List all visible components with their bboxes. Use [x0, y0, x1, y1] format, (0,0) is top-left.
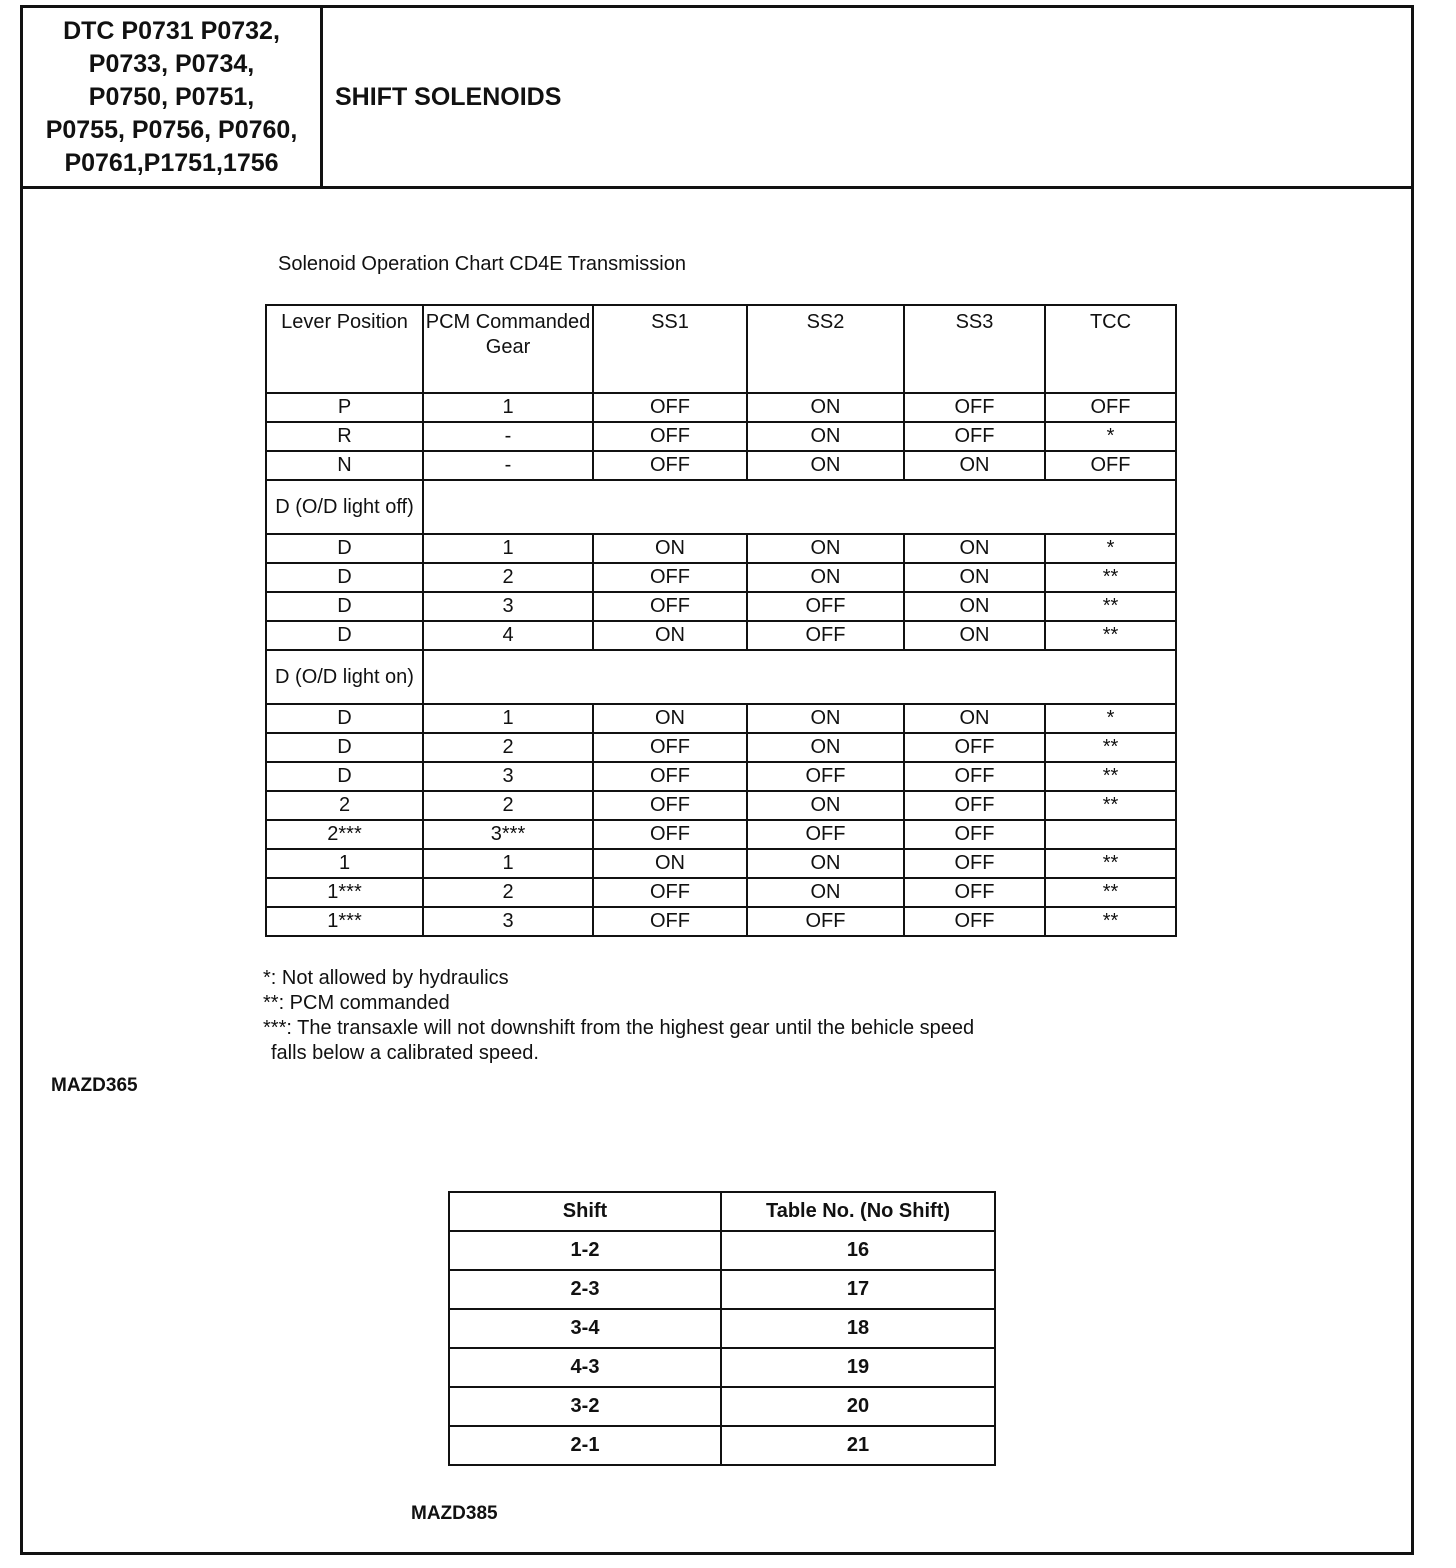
- table-cell: 19: [721, 1348, 995, 1387]
- table-cell: 2-3: [449, 1270, 721, 1309]
- table-cell: OFF: [747, 592, 904, 621]
- table-cell: OFF: [593, 733, 747, 762]
- table-cell: 1: [423, 704, 593, 733]
- table-cell: OFF: [904, 422, 1045, 451]
- dtc-line: P0750, P0751,: [88, 82, 255, 111]
- table-row: [266, 762, 1176, 791]
- col-header: SS1: [593, 305, 747, 393]
- table-cell: D: [266, 592, 423, 621]
- table-cell: ON: [747, 733, 904, 762]
- table-cell: OFF: [747, 762, 904, 791]
- figure-code: MAZD385: [411, 1503, 498, 1524]
- dtc-line: P0755, P0756, P0760,: [45, 115, 298, 144]
- footnote: falls below a calibrated speed.: [271, 1042, 539, 1064]
- table-row: [266, 563, 1176, 592]
- col-header: TCC: [1045, 305, 1176, 393]
- table-cell: OFF: [593, 820, 747, 849]
- table-row: [449, 1231, 995, 1270]
- table-cell: OFF: [593, 791, 747, 820]
- table-cell: OFF: [593, 762, 747, 791]
- table-row: [266, 451, 1176, 480]
- table-row: [266, 878, 1176, 907]
- table-row: [266, 650, 1176, 704]
- table-cell: [1045, 820, 1176, 849]
- table-row: [266, 704, 1176, 733]
- table-cell: N: [266, 451, 423, 480]
- table-cell: ON: [593, 534, 747, 563]
- col-header: SS3: [904, 305, 1045, 393]
- dtc-line: P0761,P1751,1756: [64, 148, 279, 177]
- table-cell: **: [1045, 762, 1176, 791]
- table-cell: ON: [747, 534, 904, 563]
- table-cell: P: [266, 393, 423, 422]
- table-cell: OFF: [904, 907, 1045, 936]
- table-cell: ON: [593, 621, 747, 650]
- footnote: ***: The transaxle will not downshift from the highest gear until the behicle speed: [263, 1017, 975, 1039]
- dtc-line: P0733, P0734,: [88, 49, 255, 78]
- table-cell: 16: [721, 1231, 995, 1270]
- table-cell: ON: [747, 451, 904, 480]
- table-cell: D: [266, 534, 423, 563]
- table-cell: 3***: [423, 820, 593, 849]
- table-cell: ON: [593, 704, 747, 733]
- table-cell: 3: [423, 907, 593, 936]
- table-cell: 2: [423, 563, 593, 592]
- table-cell: 21: [721, 1426, 995, 1465]
- table-cell: **: [1045, 878, 1176, 907]
- table-cell: **: [1045, 563, 1176, 592]
- table-cell: 4: [423, 621, 593, 650]
- table-cell: OFF: [593, 592, 747, 621]
- table-cell: -: [423, 422, 593, 451]
- table-cell: ON: [593, 849, 747, 878]
- table-cell-empty: [423, 480, 1176, 534]
- table-cell: 2: [423, 878, 593, 907]
- table-cell: OFF: [904, 393, 1045, 422]
- table-cell: **: [1045, 621, 1176, 650]
- table-cell: 1: [423, 849, 593, 878]
- col-header: Table No. (No Shift): [721, 1192, 995, 1231]
- table-cell: R: [266, 422, 423, 451]
- table-cell: OFF: [1045, 393, 1176, 422]
- table-cell-empty: [423, 650, 1176, 704]
- table-cell: 3-2: [449, 1387, 721, 1426]
- shift-table: [448, 1191, 996, 1466]
- table-cell: OFF: [747, 621, 904, 650]
- footnotes: [263, 966, 974, 1066]
- solenoid-operation-table: [265, 304, 1177, 937]
- table-cell: ON: [747, 704, 904, 733]
- table-cell: OFF: [747, 820, 904, 849]
- table-cell: 1: [266, 849, 423, 878]
- footnote: *: Not allowed by hydraulics: [263, 967, 509, 989]
- col-header: Shift: [449, 1192, 721, 1231]
- table-cell: ON: [747, 849, 904, 878]
- table-row: [449, 1309, 995, 1348]
- table-cell: 3: [423, 762, 593, 791]
- table-cell: 2: [423, 733, 593, 762]
- table-cell: OFF: [593, 878, 747, 907]
- page-title: SHIFT SOLENOIDS: [335, 83, 562, 111]
- table-row: [449, 1348, 995, 1387]
- table-cell: OFF: [1045, 451, 1176, 480]
- table-cell: **: [1045, 592, 1176, 621]
- table-cell: ON: [904, 621, 1045, 650]
- table-cell: ON: [747, 563, 904, 592]
- table-header-row: [449, 1192, 995, 1231]
- table-cell: 1: [423, 393, 593, 422]
- table-row: [266, 849, 1176, 878]
- table-cell: OFF: [904, 878, 1045, 907]
- table-cell: 20: [721, 1387, 995, 1426]
- table-cell: OFF: [593, 563, 747, 592]
- table-cell: ON: [904, 592, 1045, 621]
- table-cell: D: [266, 762, 423, 791]
- table-cell: OFF: [593, 907, 747, 936]
- table-cell: 17: [721, 1270, 995, 1309]
- table-cell: 2: [423, 791, 593, 820]
- section-label: D (O/D light on): [266, 650, 423, 704]
- table-cell: OFF: [904, 849, 1045, 878]
- table-row: [266, 820, 1176, 849]
- table-cell: 2-1: [449, 1426, 721, 1465]
- table-cell: OFF: [904, 733, 1045, 762]
- table-cell: ON: [747, 422, 904, 451]
- table-cell: ON: [904, 563, 1045, 592]
- table-cell: *: [1045, 422, 1176, 451]
- table-cell: ON: [747, 393, 904, 422]
- table-cell: **: [1045, 907, 1176, 936]
- table-cell: 2***: [266, 820, 423, 849]
- table-cell: 1-2: [449, 1231, 721, 1270]
- table-cell: OFF: [904, 791, 1045, 820]
- table-row: [266, 791, 1176, 820]
- table-cell: OFF: [593, 422, 747, 451]
- footnote: **: PCM commanded: [263, 992, 450, 1014]
- table-cell: 4-3: [449, 1348, 721, 1387]
- table-cell: 3: [423, 592, 593, 621]
- table-header-row: [266, 305, 1176, 393]
- table-row: [266, 733, 1176, 762]
- table-cell: ON: [747, 791, 904, 820]
- col-header: SS2: [747, 305, 904, 393]
- table-row: [266, 534, 1176, 563]
- page-frame: [20, 5, 1414, 1555]
- dtc-codes: [23, 8, 323, 186]
- table-cell: D: [266, 733, 423, 762]
- section-label: D (O/D light off): [266, 480, 423, 534]
- table-cell: -: [423, 451, 593, 480]
- col-header: PCM Commanded Gear: [423, 305, 593, 393]
- table-cell: D: [266, 563, 423, 592]
- table-cell: 1***: [266, 878, 423, 907]
- table-cell: ON: [747, 878, 904, 907]
- table-cell: 2: [266, 791, 423, 820]
- table-cell: **: [1045, 791, 1176, 820]
- table-cell: 1: [423, 534, 593, 563]
- table-cell: **: [1045, 849, 1176, 878]
- table-row: [266, 621, 1176, 650]
- table-cell: OFF: [593, 393, 747, 422]
- table-cell: 1***: [266, 907, 423, 936]
- table-row: [266, 480, 1176, 534]
- table-cell: *: [1045, 534, 1176, 563]
- table-cell: 18: [721, 1309, 995, 1348]
- header: [23, 8, 1411, 189]
- table-row: [266, 907, 1176, 936]
- table-cell: D: [266, 704, 423, 733]
- table-row: [449, 1270, 995, 1309]
- table-row: [266, 422, 1176, 451]
- table-cell: 3-4: [449, 1309, 721, 1348]
- table-cell: **: [1045, 733, 1176, 762]
- table-cell: ON: [904, 451, 1045, 480]
- figure-code: MAZD365: [51, 1075, 138, 1096]
- col-header: Lever Position: [266, 305, 423, 393]
- table-cell: ON: [904, 534, 1045, 563]
- dtc-line: DTC P0731 P0732,: [63, 16, 280, 45]
- table-cell: OFF: [747, 907, 904, 936]
- table-row: [266, 592, 1176, 621]
- table-cell: OFF: [593, 451, 747, 480]
- table-cell: *: [1045, 704, 1176, 733]
- table-row: [449, 1426, 995, 1465]
- table-row: [449, 1387, 995, 1426]
- table-row: [266, 393, 1176, 422]
- table-cell: D: [266, 621, 423, 650]
- table-cell: OFF: [904, 762, 1045, 791]
- table-cell: ON: [904, 704, 1045, 733]
- table-cell: OFF: [904, 820, 1045, 849]
- chart-caption: Solenoid Operation Chart CD4E Transmission: [278, 253, 686, 275]
